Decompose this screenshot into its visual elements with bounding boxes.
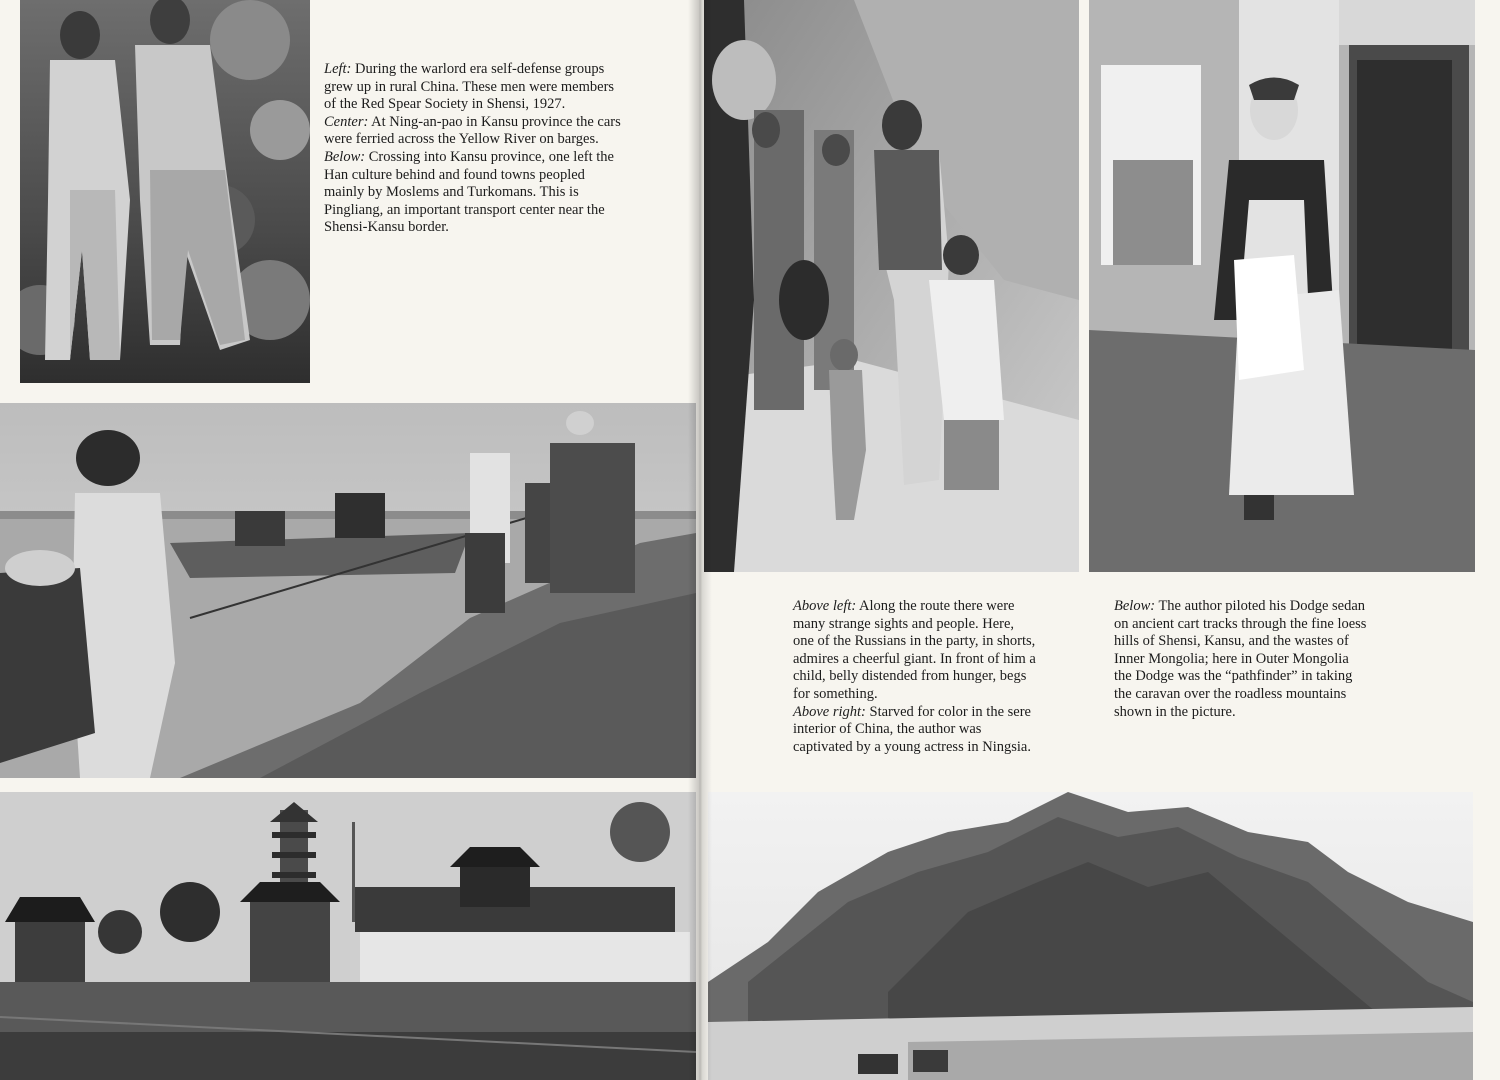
caption-above-left-label: Above left: [793, 598, 857, 614]
caption-below [324, 149, 624, 237]
left-page-caption [324, 61, 624, 237]
caption-left-text: During the warlord era self-defense groups grew up in rural China. These men were members of the Red Spear Society in Shensi, 1927. [324, 61, 615, 113]
photo-outer-mongolia-mountains [708, 792, 1473, 1080]
caption-center [324, 114, 624, 149]
photo-pingliang-town [0, 792, 696, 1080]
caption-below-text: Crossing into Kansu province, one left the Han culture behind and found towns peopled mainly by Moslems and Turkomans. This is Pingliang, an important transport center near the Shensi-Kansu border. [324, 148, 614, 236]
caption-below-right-label: Below: [1114, 598, 1156, 614]
photo-cheerful-giant [704, 0, 1079, 572]
photo-red-spear-society [20, 0, 310, 383]
caption-below-label: Below: [324, 148, 366, 165]
caption-center-label: Center: [324, 113, 369, 130]
right-page [700, 0, 1500, 1080]
photo-young-actress [1089, 0, 1475, 572]
caption-above-left [793, 598, 1038, 704]
right-page-caption-left [793, 598, 1038, 756]
caption-above-right-label: Above right: [793, 703, 866, 720]
photo-yellow-river-ferry [0, 403, 696, 778]
book-gutter [688, 0, 712, 1080]
caption-above-left-text: Along the route there were many strange sights and people. Here, one of the Russians in the party, in shorts, admires a cheerful giant. In front of him a child, belly distended from hunger, begs for something. [793, 598, 1036, 702]
caption-above-right-text: Starved for color in the sere interior of China, the author was captivated by a young actress in Ningsia. [793, 703, 1031, 755]
caption-below-right [1114, 598, 1369, 721]
caption-center-text: At Ning-an-pao in Kansu province the cars were ferried across the Yellow River on barges. [324, 113, 621, 148]
caption-above-right [793, 704, 1038, 757]
caption-left [324, 61, 624, 114]
caption-below-right-text: The author piloted his Dodge sedan on ancient cart tracks through the fine loess hills of Shensi, Kansu, and the wastes of Inner Mongolia; here in Outer Mongolia the Dodge was the “pathfinder” in taking the caravan over the roadless mountains shown in the picture. [1114, 598, 1367, 720]
right-page-caption-right [1114, 598, 1369, 721]
caption-left-label: Left: [324, 61, 352, 77]
left-page [0, 0, 700, 1080]
